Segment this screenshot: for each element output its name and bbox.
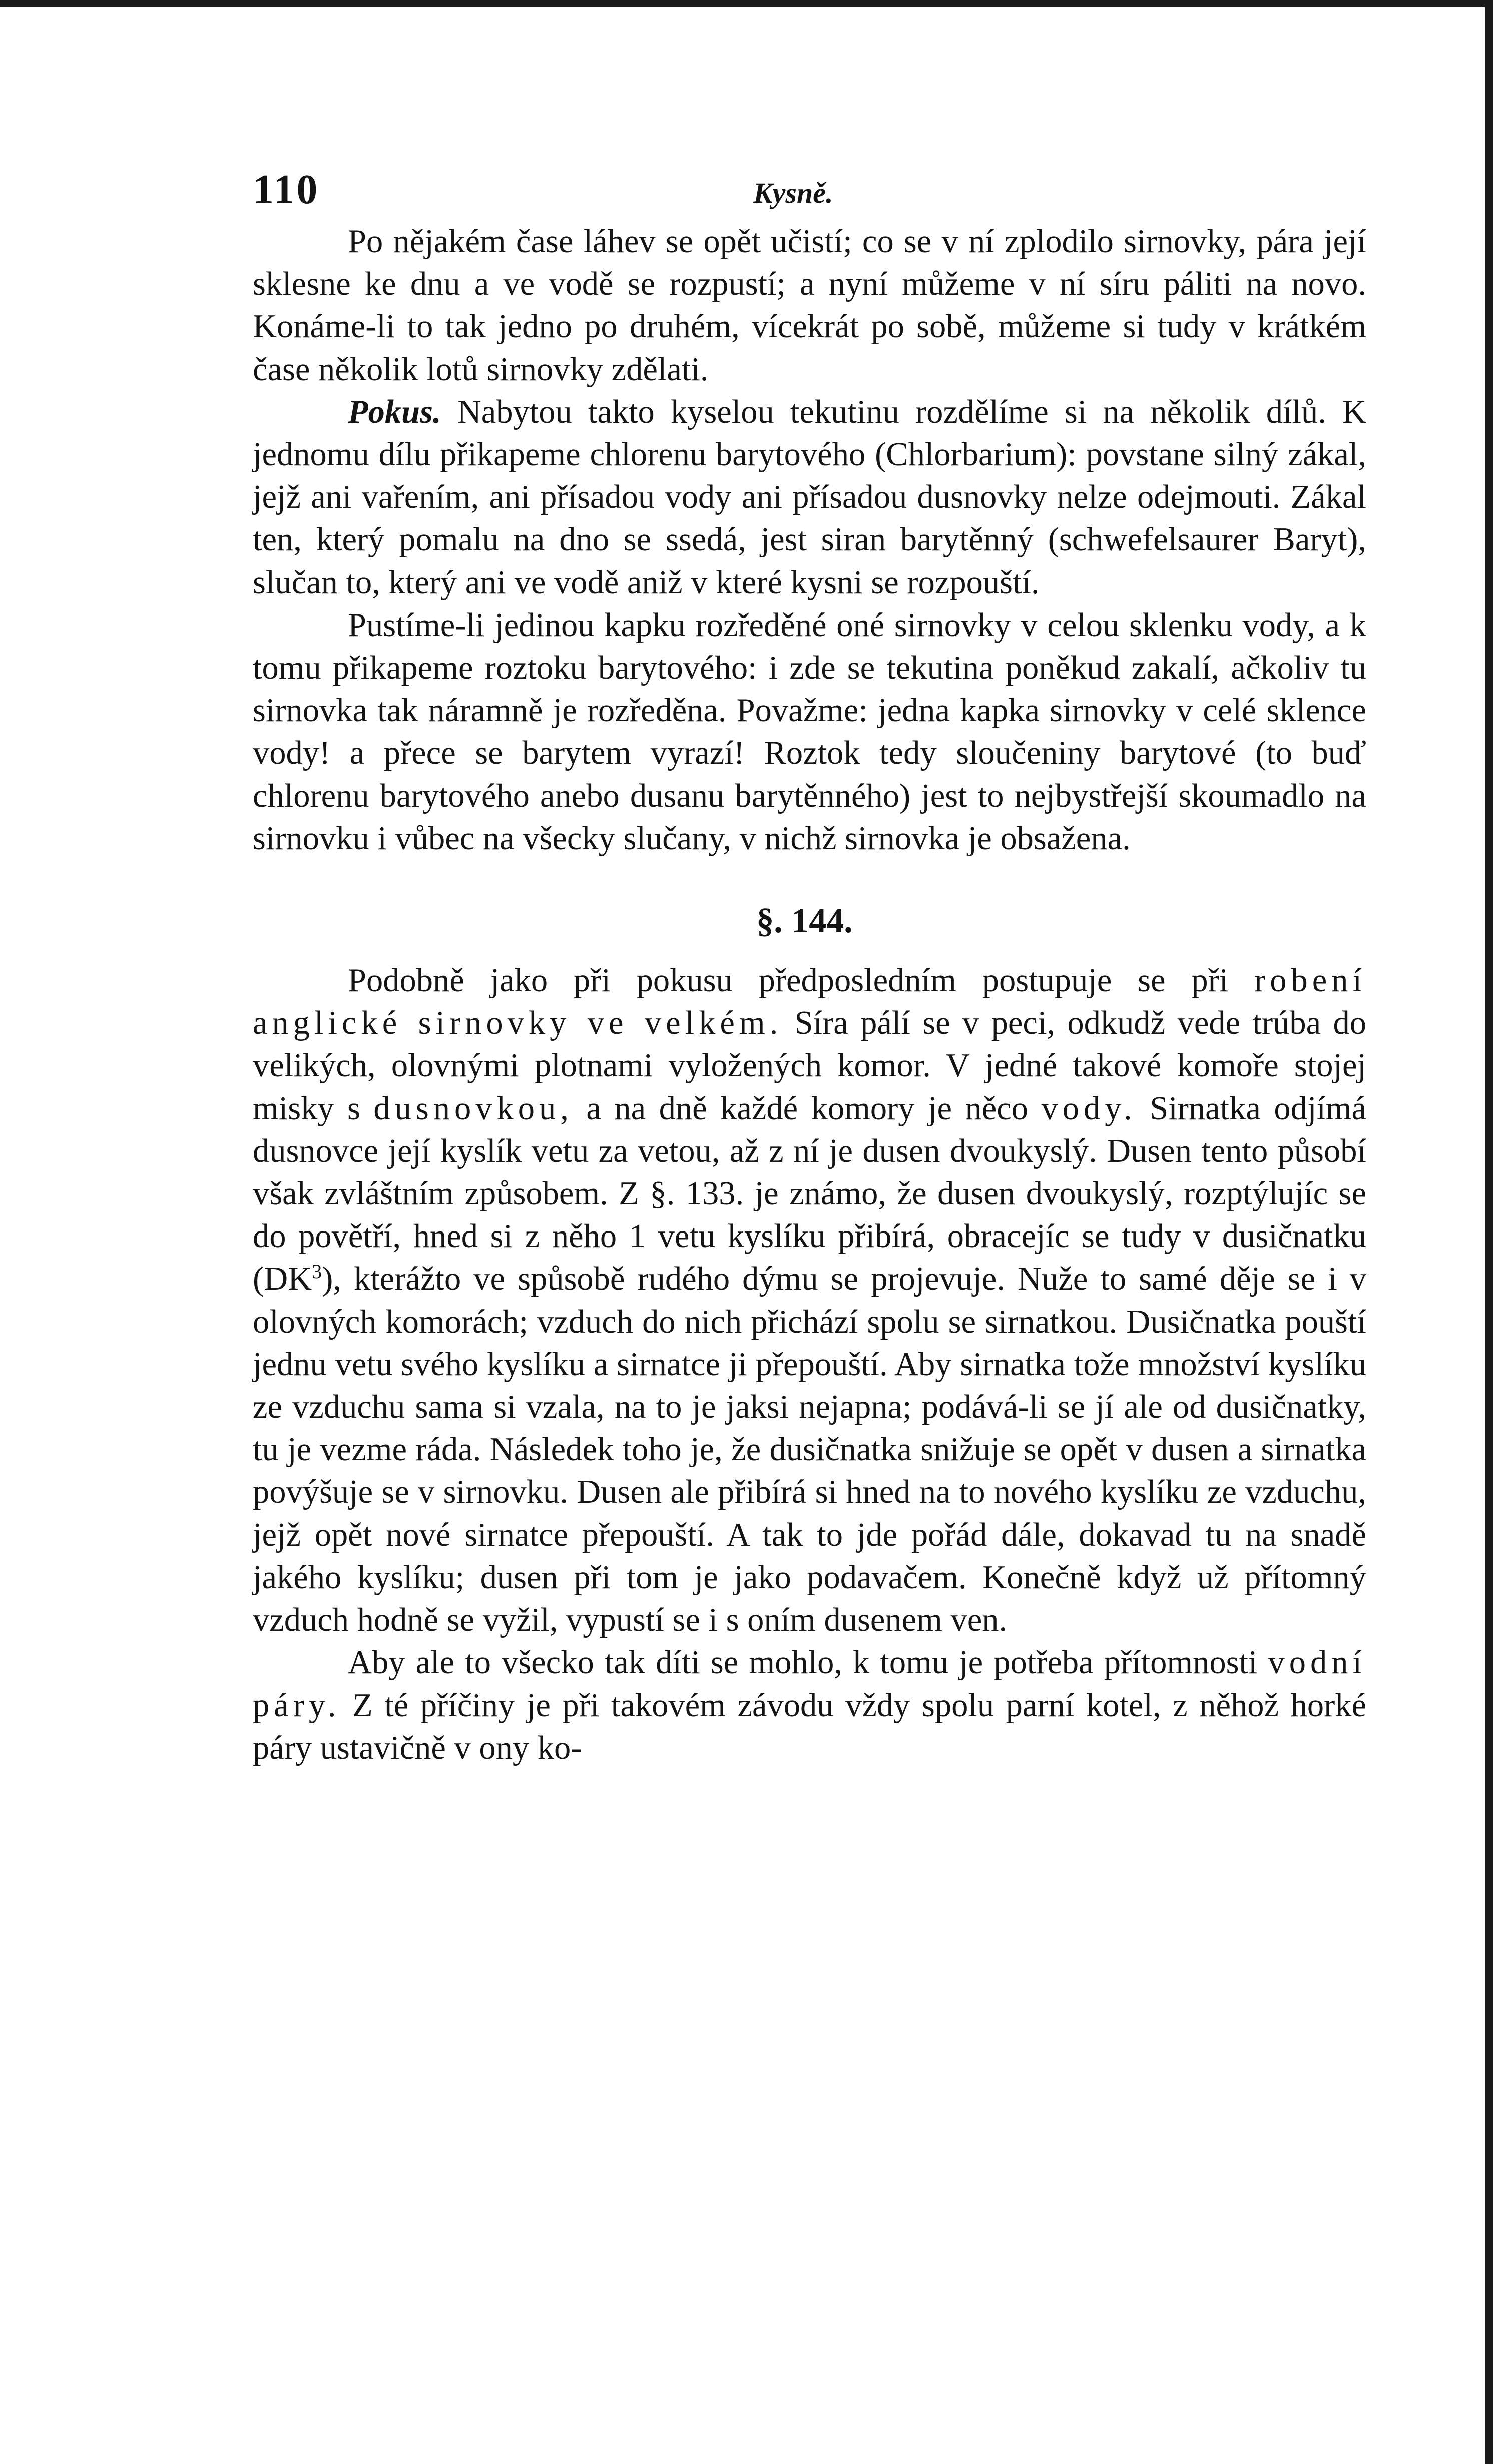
paragraph [253,1641,1366,1769]
emphasis-spaced: vody. [1041,1090,1137,1127]
paragraph: Po nějakém čase láhev se opět učistí; co se v ní zplodilo sirnovky, pára její sklesne ke dnu a ve vodě se rozpustí; a nyní můžeme v ní síru páliti na novo. Konáme-li to tak jedno po druhém, vícekrát po sobě, můžeme si tudy v krátkém čase několik lotů sirnovky zdělati. [253,223,1366,388]
emphasis-spaced: robení anglické sirnovky ve velkém. [253,962,1367,1042]
emphasis-spaced: vodní páry. [253,1644,1366,1724]
text-run: Sirnatka odjímá dusnovce její kyslík vetu za vetou, až z ní je dusen dvoukyslý. Dusen tento působí však zvláštním způsobem. Z §. 133. je známo, že dusen dvoukyslý, rozptýlujíc se do povětří, hned si z něho 1 vetu kyslíku přibírá, obracejíc se tudy v dusičnatku (DK [253,1090,1367,1298]
paragraph-text: Nabytou takto kyselou tekutinu rozdělíme si na několik dílů. K jednomu dílu přikapeme chlorenu barytového (Chlorbarium): povstane silný zákal, jejž ani vařením, ani přísadou vody ani přísadou dusnovky nelze odejmouti. Zákal ten, který pomalu na dno se ssedá, jest siran barytěnný (schwefelsaurer Baryt), slučan to, který ani ve vodě aniž v které kysni se rozpouští. [253,393,1367,601]
page-number: 110 [253,166,320,213]
superscript: 3 [312,1260,322,1283]
paragraph: Pustíme-li jedinou kapku rozředěné oné sirnovky v celou sklenku vody, a k tomu přikapeme roztoku barytového: i zde se tekutina poněkud zakalí, ačkoliv tu sirnovka tak náramně je rozředěna. Považme: jedna kapka sirnovky v celé sklence vody! a přece se barytem vyrazí! Roztok tedy sloučeniny barytové (to buď chlorenu barytového anebo dusanu barytěnného) jest to nejbystřejší skoumadlo na sirnovku i vůbec na všecky slučany, v nichž sirnovka je obsažena. [253,606,1366,857]
book-page [253,165,1366,1769]
text-run: a na dně každé komory je něco [586,1090,1028,1127]
running-head: Kysně. [753,177,833,209]
text-run: ), kterážto ve spůsobě rudého dýmu se projevuje. Nuže to samé děje se i v olovných komorách; vzduch do nich přichází spolu se sirnatkou. Dusičnatka pouští jednu vetu svého kyslíku a sirnatce ji přepouští. Aby sirnatka tože množství kyslíku ze vzduchu sama si vzala, na to je jaksi nejapna; podává-li se jí ale od dusičnatky, tu je vezme ráda. Následek toho je, že dusičnatka snižuje se opět v dusen a sirnatka povýšuje se v sirnovku. Dusen ale přibírá si hned na to nového kyslíku ze vzduchu, jejž opět nové sirnatce přepouští. A tak to jde pořád dále, dokavad tu na snadě jakého kyslíku; dusen při tom je jako podavačem. Konečně když už přítomný vzduch hodně se vyžil, vypustí se i s oním dusenem ven. [253,1261,1366,1639]
emphasis-spaced: dusnovkou, [373,1090,573,1127]
paragraph-lead: Pokus. [348,393,441,430]
scan-border-top [0,0,1493,7]
text-run: Z té příčiny je při takovém závodu vždy spolu parní kotel, z něhož horké páry ustavičně v ony ko- [253,1687,1367,1766]
paragraph [253,959,1366,1641]
page-header [253,165,1366,220]
body-text [253,220,1366,1769]
scan-border-right [1485,0,1493,2464]
text-run: Podobně jako při pokusu předposledním postupuje se při [348,962,1229,999]
text-run: Síra pálí se v peci, odkudž vede trúba do velikých, olovnými plotnami vyložených komor. V jedné takové komoře stojej misky s [253,1005,1366,1127]
paragraph-pokus [253,391,1366,604]
text-run: Aby ale to všecko tak díti se mohlo, k tomu je potřeba přítomnosti [348,1644,1258,1681]
section-heading: §. 144. [756,902,853,941]
